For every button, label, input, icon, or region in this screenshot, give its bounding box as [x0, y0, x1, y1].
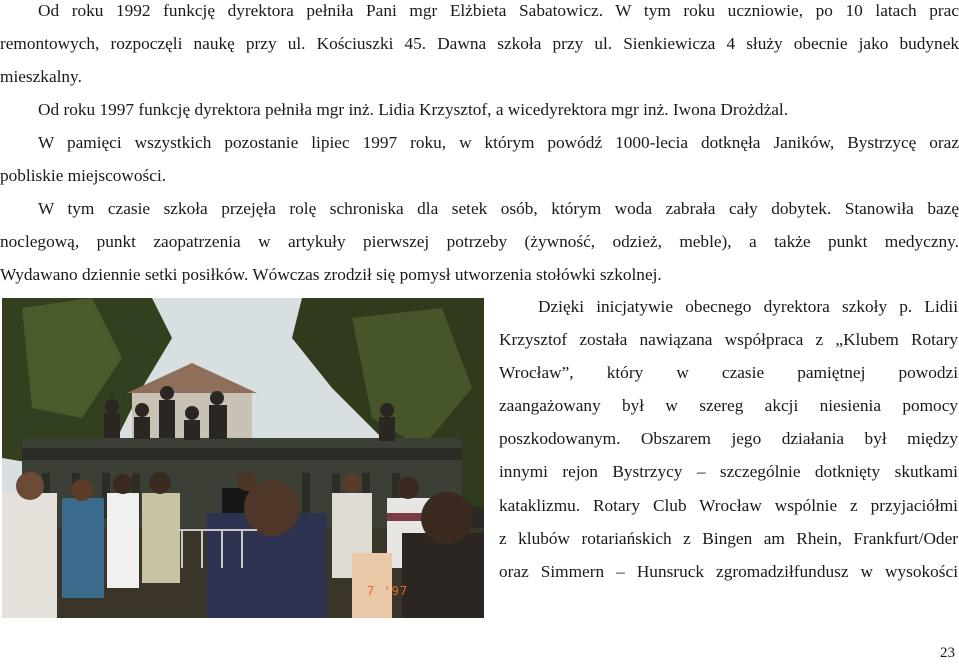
text-line: Od roku 1992 funkcję dyrektora pełniła Pani mgr Elżbieta Sabatowicz. W tym roku uczniowie, po 10 latach prac: [38, 1, 959, 20]
paragraph-rotary-club: [499, 290, 958, 588]
text-line: W pamięci wszystkich pozostanie lipiec 1997 roku, w którym powódź 1000-lecia dotknęła Janików, Bystrzycę oraz: [38, 133, 959, 152]
text-line: pobliskie miejscowości.: [0, 166, 167, 185]
page-number: 23: [940, 645, 955, 661]
paragraph-director-1997: [0, 93, 959, 126]
text-line: kataklizmu. Rotary Club Wrocław wspólnie z przyjaciółmi: [499, 495, 958, 515]
text-line: noclegową, punkt zaopatrzenia w artykuły pierwszej potrzeby (żywność, odzież, meble), a także punkt medyczny.: [0, 232, 959, 251]
flood-relief-photo: [2, 298, 484, 618]
text-line: mieszkalny.: [0, 67, 82, 86]
text-line: remontowych, rozpoczęli naukę przy ul. Kościuszki 45. Dawna szkoła przy ul. Sienkiewicza 4 służy obecnie jako budynek: [0, 34, 959, 53]
text-line: Wrocław”, który w czasie pamiętnej powodzi: [499, 363, 958, 383]
paragraph-flood-1997: [0, 126, 959, 192]
text-line: poszkodowanym. Obszarem jego działania był między: [499, 429, 958, 449]
text-line: z klubów rotariańskich z Bingen am Rhein, Frankfurt/Oder: [499, 528, 958, 548]
photo-date-stamp: 7 '97: [367, 584, 409, 598]
text-line: Od roku 1997 funkcję dyrektora pełniła mgr inż. Lidia Krzysztof, a wicedyrektora mgr inż. Iwona Drożdżal.: [38, 100, 789, 119]
text-line: innymi rejon Bystrzycy – szczególnie dotknięty skutkami: [499, 462, 958, 482]
paragraph-director-1992: [0, 0, 959, 93]
paragraph-shelter: [0, 192, 959, 291]
text-line: zaangażowany był w szereg akcji niesienia pomocy: [499, 396, 958, 416]
text-line: Dzięki inicjatywie obecnego dyrektora szkoły p. Lidii: [538, 297, 958, 316]
text-line: W tym czasie szkoła przejęła rolę schroniska dla setek osób, którym woda zabrała cały dobytek. Stanowiła bazę: [38, 199, 959, 218]
text-line: Krzysztof została nawiązana współpraca z „Klubem Rotary: [499, 330, 958, 350]
text-line: Wydawano dziennie setki posiłków. Wówczas zrodził się pomysł utworzenia stołówki szkolnej.: [0, 265, 662, 284]
text-line: oraz Simmern – Hunsruck zgromadziłfundusz w wysokości: [499, 561, 958, 581]
